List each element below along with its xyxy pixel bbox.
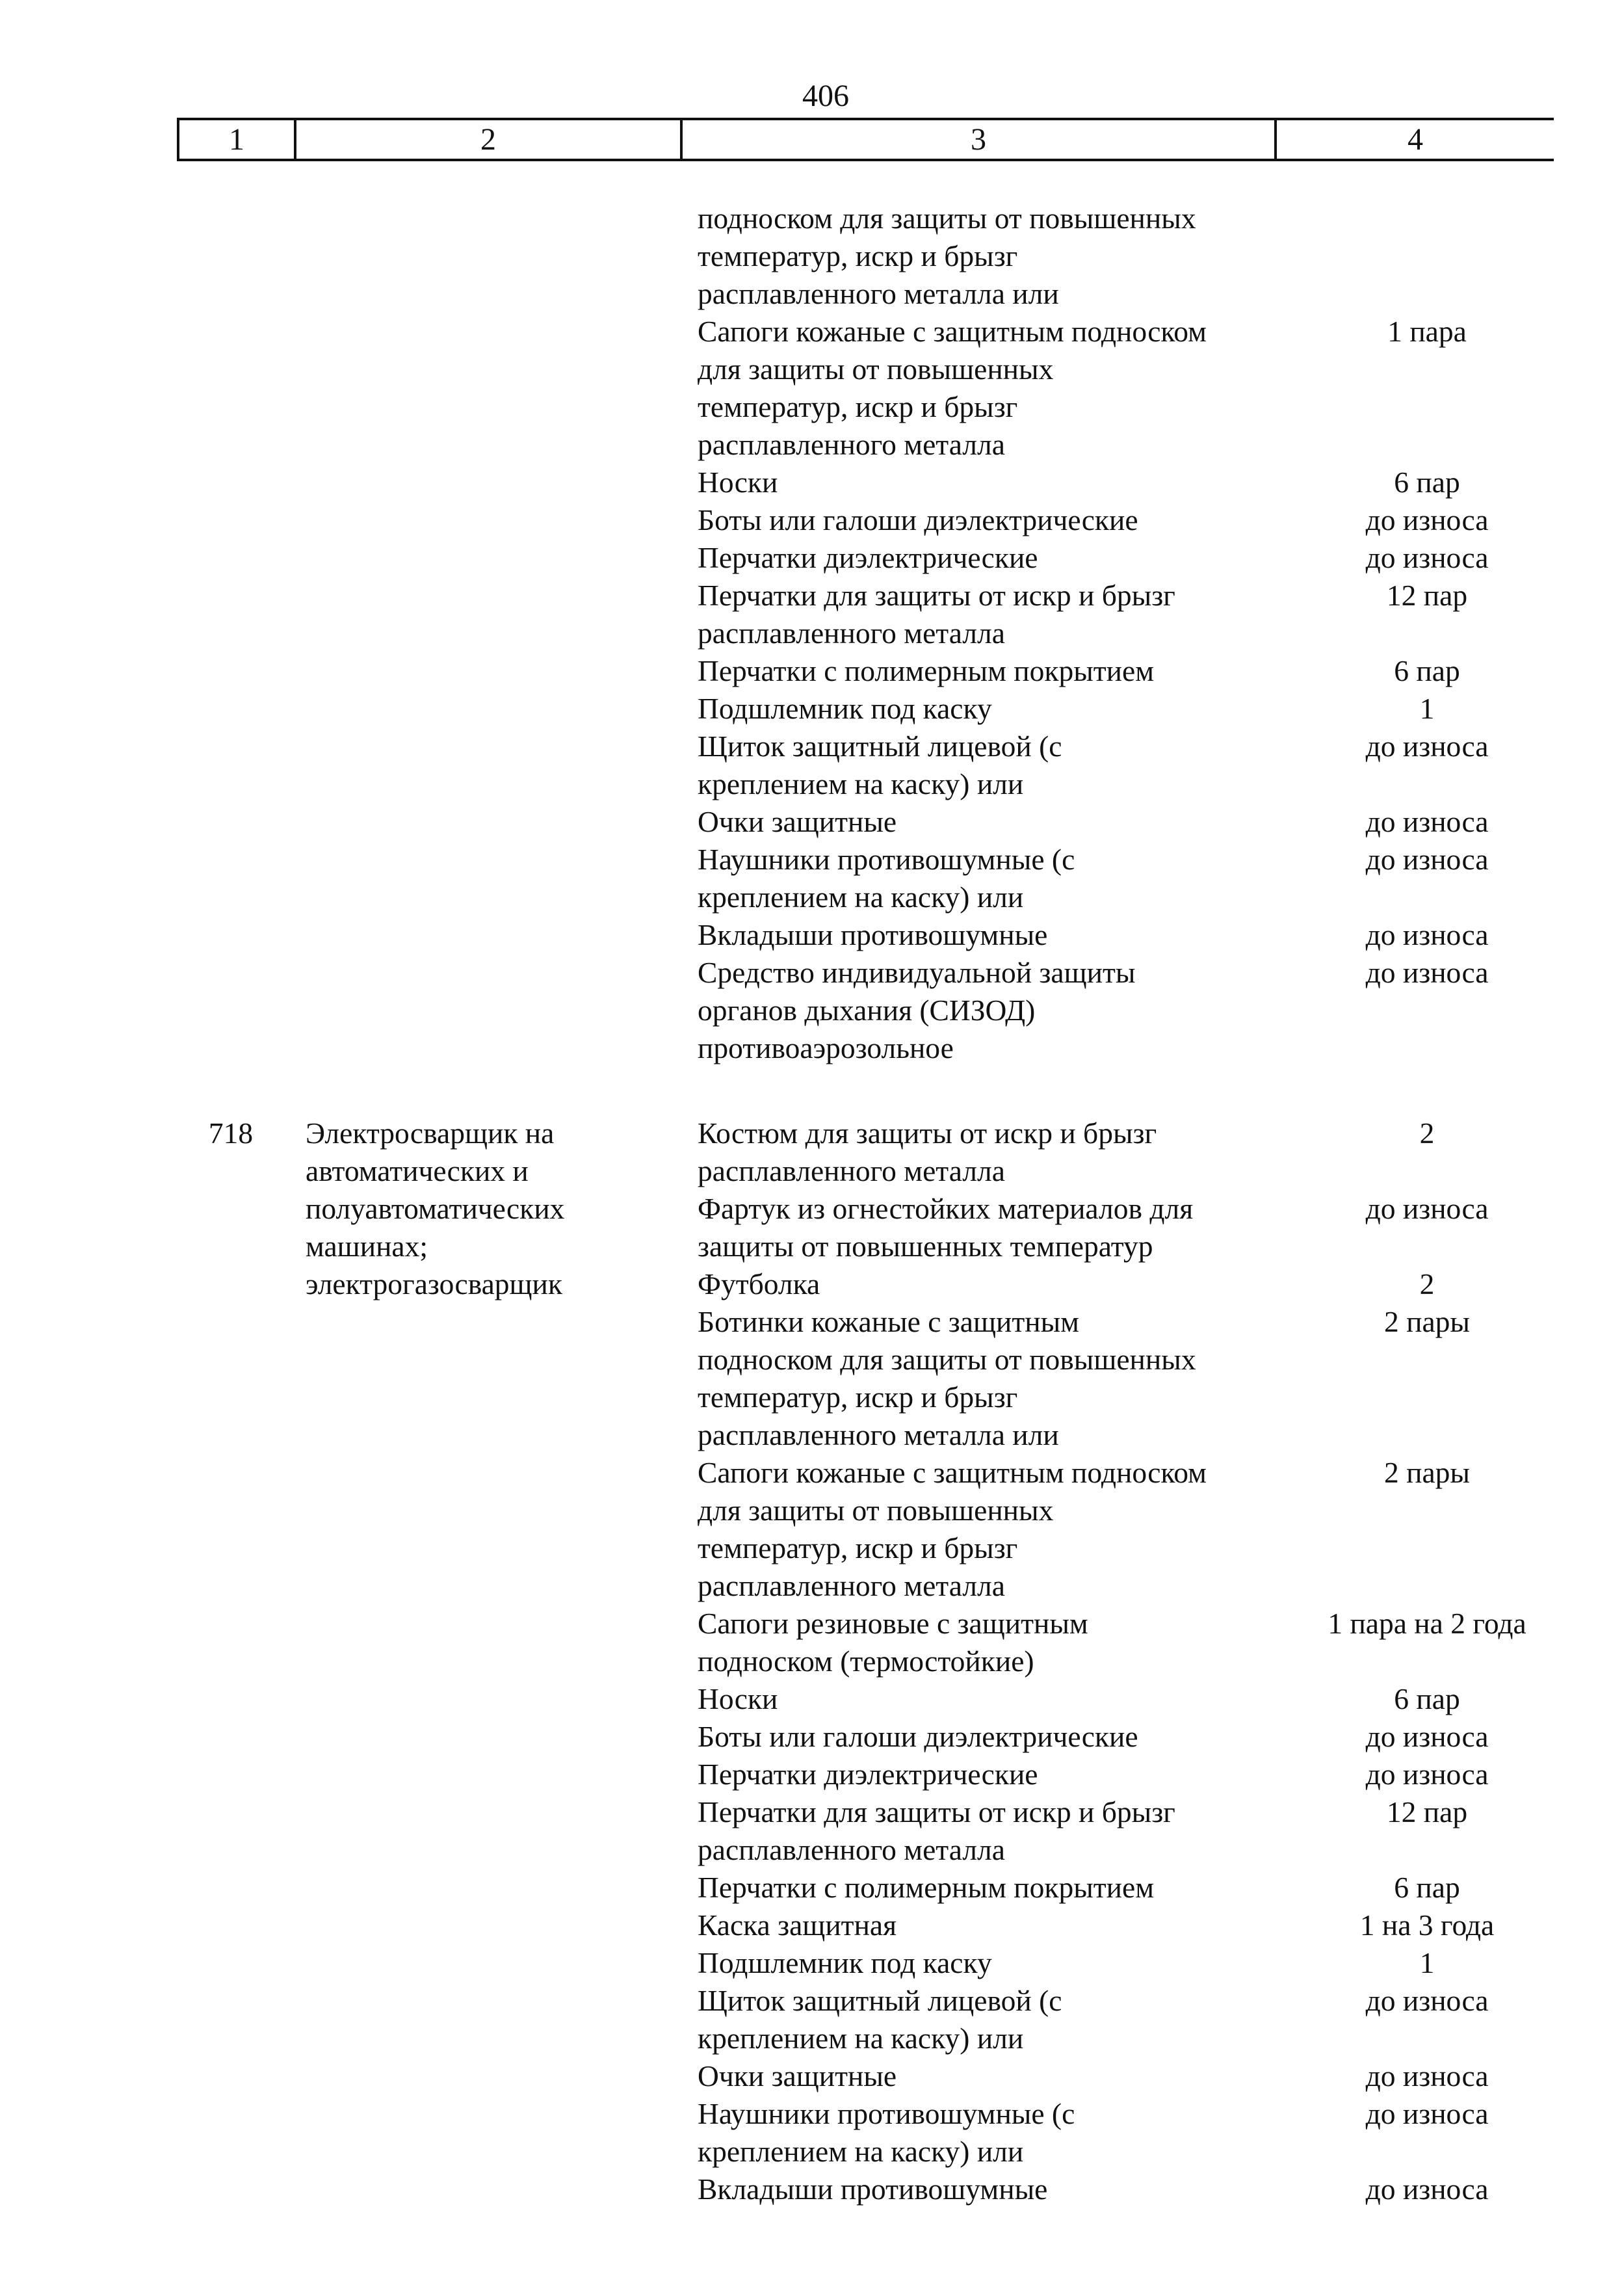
item-quantity: 6 пар (1394, 654, 1460, 687)
header-col-3: 3 (971, 122, 986, 157)
item-text-line: Наушники противошумные (с (698, 2097, 1075, 2130)
item-text-line: Подшлемник под каску (698, 692, 992, 725)
item-text-line: противоаэрозольное (698, 1031, 954, 1064)
item-quantity: до износа (1365, 730, 1489, 763)
item-text-line: для защиты от повышенных (698, 1494, 1054, 1527)
item-text-line: Сапоги резиновые с защитным (698, 1607, 1088, 1640)
item-quantity: до износа (1365, 956, 1489, 989)
item-text-line: подноском для защиты от повышенных (698, 202, 1196, 235)
item-text-line: Костюм для защиты от искр и брызг (698, 1116, 1157, 1150)
profession-name-line: Электросварщик на (306, 1116, 555, 1150)
item-text-line: подноском для защиты от повышенных (698, 1343, 1196, 1376)
item-quantity: до износа (1365, 805, 1489, 838)
item-text-line: креплением на каску) или (698, 767, 1024, 800)
item-text-line: Наушники противошумные (с (698, 843, 1075, 876)
item-quantity: 2 пары (1384, 1305, 1470, 1338)
item-text-line: Перчатки с полимерным покрытием (698, 1871, 1154, 1904)
item-quantity: до износа (1365, 2097, 1489, 2130)
item-text-line: Ботинки кожаные с защитным (698, 1305, 1079, 1338)
item-text-line: расплавленного металла (698, 428, 1005, 461)
item-text-line: креплением на каску) или (698, 2022, 1024, 2055)
profession-name-line: машинах; (306, 1230, 428, 1263)
profession-name-line: автоматических и (306, 1154, 529, 1187)
item-text-line: Очки защитные (698, 805, 897, 838)
item-text-line: Перчатки с полимерным покрытием (698, 654, 1154, 687)
item-quantity: 2 пары (1384, 1456, 1470, 1489)
item-text-line: Футболка (698, 1267, 820, 1300)
item-text-line: расплавленного металла или (698, 1418, 1059, 1451)
item-text-line: Вкладыши противошумные (698, 2172, 1048, 2206)
item-text-line: для защиты от повышенных (698, 352, 1054, 386)
item-text-line: расплавленного металла (698, 616, 1005, 650)
item-text-line: креплением на каску) или (698, 2135, 1024, 2168)
item-text-line: Щиток защитный лицевой (с (698, 730, 1062, 763)
header-col-4: 4 (1408, 122, 1423, 157)
item-text-line: температур, искр и брызг (698, 239, 1018, 272)
item-text-line: Подшлемник под каску (698, 1946, 992, 1979)
item-text-line: Перчатки для защиты от искр и брызг (698, 1795, 1175, 1828)
table-header-row (177, 118, 1554, 161)
item-quantity: до износа (1365, 1758, 1489, 1791)
item-text-line: Каска защитная (698, 1908, 897, 1942)
item-text-line: расплавленного металла (698, 1154, 1005, 1187)
profession-name-line: полуавтоматических (306, 1192, 565, 1225)
item-quantity: до износа (1365, 843, 1489, 876)
page-number: 406 (802, 79, 849, 113)
item-text-line: Перчатки диэлектрические (698, 541, 1038, 574)
item-text-line: Боты или галоши диэлектрические (698, 1720, 1138, 1753)
entry-number: 718 (208, 1116, 254, 1150)
item-quantity: 1 (1419, 692, 1435, 725)
item-quantity: до износа (1365, 2172, 1489, 2206)
item-quantity: до износа (1365, 2059, 1489, 2092)
item-text-line: Перчатки диэлектрические (698, 1758, 1038, 1791)
header-col-2: 2 (480, 122, 496, 157)
item-text-line: температур, искр и брызг (698, 1380, 1018, 1414)
item-quantity: 1 (1419, 1946, 1435, 1979)
item-quantity: 2 (1419, 1116, 1435, 1150)
item-text-line: креплением на каску) или (698, 880, 1024, 914)
item-text-line: подноском (термостойкие) (698, 1644, 1034, 1678)
item-quantity: 2 (1419, 1267, 1435, 1300)
item-text-line: Фартук из огнестойких материалов для (698, 1192, 1194, 1225)
item-text-line: Носки (698, 466, 778, 499)
item-text-line: температур, искр и брызг (698, 390, 1018, 423)
header-col-1: 1 (229, 122, 244, 157)
item-quantity: до износа (1365, 503, 1489, 536)
item-quantity: 1 на 3 года (1359, 1908, 1495, 1942)
item-quantity: 1 пара (1387, 315, 1467, 348)
item-text-line: Перчатки для защиты от искр и брызг (698, 579, 1175, 612)
item-text-line: расплавленного металла или (698, 277, 1059, 310)
item-quantity: 1 пара на 2 года (1328, 1607, 1526, 1640)
item-quantity: 6 пар (1394, 1682, 1460, 1715)
item-text-line: Сапоги кожаные с защитным подноском (698, 1456, 1207, 1489)
item-quantity: до износа (1365, 541, 1489, 574)
item-text-line: расплавленного металла (698, 1833, 1005, 1866)
item-quantity: до износа (1365, 1720, 1489, 1753)
item-text-line: температур, искр и брызг (698, 1531, 1018, 1564)
item-text-line: Сапоги кожаные с защитным подноском (698, 315, 1207, 348)
item-text-line: Средство индивидуальной защиты (698, 956, 1136, 989)
item-text-line: Щиток защитный лицевой (с (698, 1984, 1062, 2017)
item-text-line: Очки защитные (698, 2059, 897, 2092)
item-text-line: Вкладыши противошумные (698, 918, 1048, 951)
item-quantity: до износа (1365, 918, 1489, 951)
item-quantity: 6 пар (1394, 466, 1460, 499)
item-quantity: до износа (1365, 1984, 1489, 2017)
item-text-line: Боты или галоши диэлектрические (698, 503, 1138, 536)
item-quantity: 12 пар (1386, 1795, 1468, 1828)
item-text-line: расплавленного металла (698, 1569, 1005, 1602)
item-text-line: Носки (698, 1682, 778, 1715)
profession-name-line: электрогазосварщик (306, 1267, 563, 1300)
item-quantity: до износа (1365, 1192, 1489, 1225)
item-quantity: 12 пар (1386, 579, 1468, 612)
item-text-line: защиты от повышенных температур (698, 1230, 1153, 1263)
item-quantity: 6 пар (1394, 1871, 1460, 1904)
item-text-line: органов дыхания (СИЗОД) (698, 994, 1036, 1027)
